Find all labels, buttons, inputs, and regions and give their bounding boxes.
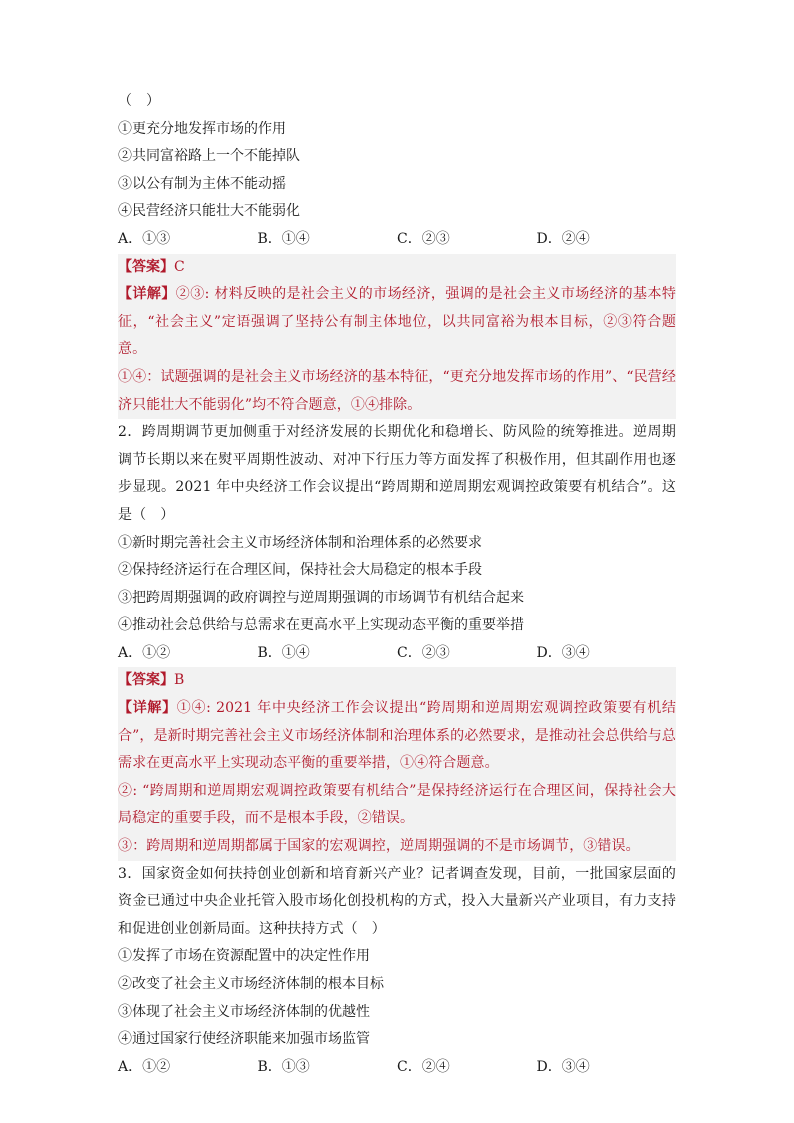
q1-option-d: D．②④ xyxy=(536,230,590,247)
q1-item-4: ④民营经济只能壮大不能弱化 xyxy=(118,203,300,220)
q1-answer-block xyxy=(118,254,676,420)
q1-answer xyxy=(118,254,676,282)
q1-option-c: C．②③ xyxy=(397,230,450,247)
q1-option-a: A．①③ xyxy=(118,230,171,247)
q3-stem: 3．国家资金如何扶持创业创新和培育新兴产业？记者调查发现，目前，一批国家层面的资金已通过中央企业托管入股市场化创投机构的方式，投入大量新兴产业项目，有力支持和促进创业创新局面。这种扶持方式（ ） xyxy=(118,865,676,937)
q2-answer xyxy=(118,667,676,695)
q3-options xyxy=(118,1054,676,1082)
q3-item-4: ④通过国家行使经济职能来加强市场监管 xyxy=(118,1031,370,1048)
q3-option-c: C．②④ xyxy=(397,1058,450,1075)
q3-option-b: B．①③ xyxy=(257,1058,310,1075)
q2-stem: 2．跨周期调节更加侧重于对经济发展的长期优化和稳增长、防风险的统筹推进。逆周期调节长期以来在熨平周期性波动、对冲下行压力等方面发挥了积极作用，但其副作用也逐步显现。2021 年中央经济工作会议提出“跨周期和逆周期宏观调控政策要有机结合”。这是（ ） xyxy=(118,424,676,523)
q2-item-3: ③把跨周期强调的政府调控与逆周期强调的市场调节有机结合起来 xyxy=(118,589,524,606)
q2-options xyxy=(118,640,676,668)
q1-item-3: ③以公有制为主体不能动摇 xyxy=(118,175,286,192)
q2-detail-p3: ③：跨周期和逆周期都属于国家的宏观调控，逆周期强调的不是市场调节，③错误。 xyxy=(118,838,640,855)
q2-detail-p1 xyxy=(118,695,676,778)
q1-item-1: ①更充分地发挥市场的作用 xyxy=(118,120,286,137)
q2-item-1: ①新时期完善社会主义市场经济体制和治理体系的必然要求 xyxy=(118,534,482,551)
q1-stem-tail: （ ） xyxy=(118,93,160,109)
answer-label: 【答案】 xyxy=(118,672,174,689)
detail-text: ②③: 材料反映的是社会主义的市场经济，强调的是社会主义市场经济的基本特征，“社会主义”定语强调了坚持公有制主体地位，以共同富裕为根本目标，②③符合题意。 xyxy=(118,286,676,358)
q1-options xyxy=(118,226,676,254)
q2-option-a: A．①② xyxy=(118,644,171,661)
q2-detail-p2: ②: “跨周期和逆周期宏观调控政策要有机结合”是保持经济运行在合理区间，保持社会大局稳定的重要手段，而不是根本手段，②错误。 xyxy=(118,782,676,827)
answer-value: C xyxy=(174,258,185,275)
detail-label: 【详解】 xyxy=(118,286,176,303)
q3-option-a: A．①② xyxy=(118,1058,171,1075)
q3-item-2: ②改变了社会主义市场经济体制的根本目标 xyxy=(118,976,384,992)
detail-label: 【详解】 xyxy=(118,700,177,717)
detail-text: ①④: 2021 年中央经济工作会议提出“跨周期和逆周期宏观调控政策要有机结合”，是新时期完善社会主义市场经济体制和治理体系的必然要求，是推动社会总供给与总需求在更高水平上实现动态平衡的重要举措，①④符合题意。 xyxy=(118,700,676,772)
q3-item-3: ③体现了社会主义市场经济体制的优越性 xyxy=(118,1003,370,1020)
answer-label: 【答案】 xyxy=(118,258,174,275)
q3-item-1: ①发挥了市场在资源配置中的决定性作用 xyxy=(118,948,370,965)
q1-detail-p2: ①④：试题强调的是社会主义市场经济的基本特征，“更充分地发挥市场的作用”、“民营经济只能壮大不能弱化”均不符合题意，①④排除。 xyxy=(118,368,676,413)
document-page xyxy=(118,88,676,1081)
q1-item-2: ②共同富裕路上一个不能掉队 xyxy=(118,148,300,165)
answer-value: B xyxy=(174,672,185,689)
q2-answer-block xyxy=(118,667,676,860)
q3-option-d: D．③④ xyxy=(536,1058,590,1075)
q2-item-2: ②保持经济运行在合理区间，保持社会大局稳定的根本手段 xyxy=(118,562,482,579)
q1-option-b: B．①④ xyxy=(257,230,310,247)
q1-detail-p1 xyxy=(118,281,676,364)
q2-item-4: ④推动社会总供给与总需求在更高水平上实现动态平衡的重要举措 xyxy=(118,617,524,634)
q2-option-c: C．②③ xyxy=(397,644,450,661)
q2-option-d: D．③④ xyxy=(536,644,590,661)
q2-option-b: B．①④ xyxy=(257,644,310,661)
